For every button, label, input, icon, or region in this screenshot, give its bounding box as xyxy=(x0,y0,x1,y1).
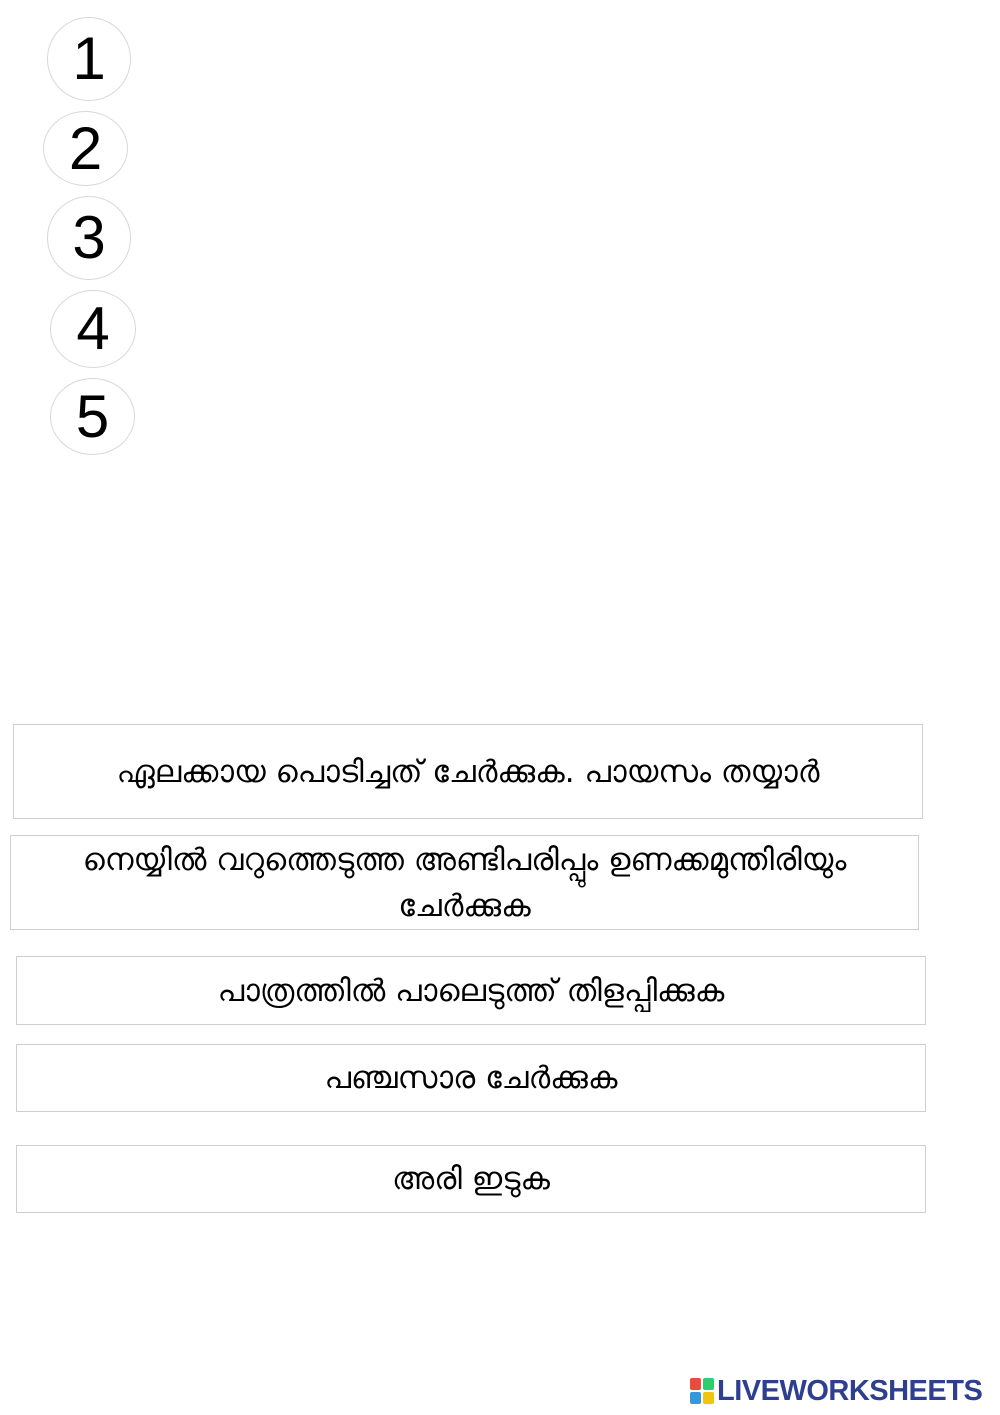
step-text: നെയ്യിൽ വറുത്തെടുത്ത അണ്ടിപരിപ്പും ഉണക്കമുന്തിരിയും ചേർക്കുക xyxy=(82,841,847,924)
draggable-step-card[interactable] xyxy=(13,724,923,819)
brand-name: LIVEWORKSHEETS xyxy=(717,1374,983,1407)
slot-number: 1 xyxy=(72,25,106,92)
draggable-step-card[interactable] xyxy=(16,1145,926,1213)
liveworksheets-logo-icon xyxy=(690,1378,714,1404)
slot-number: 3 xyxy=(72,204,106,271)
answer-slot-1[interactable] xyxy=(47,17,131,101)
draggable-step-card[interactable] xyxy=(16,956,926,1025)
answer-slot-5[interactable] xyxy=(50,378,135,455)
answer-slot-2[interactable] xyxy=(43,111,128,186)
draggable-step-card[interactable] xyxy=(10,835,919,930)
brand-footer xyxy=(690,1373,982,1409)
slot-number: 2 xyxy=(68,114,103,182)
logo-square-4 xyxy=(703,1392,714,1404)
step-text: അരി ഇടുക xyxy=(392,1161,550,1197)
logo-square-1 xyxy=(690,1378,701,1390)
slot-number: 5 xyxy=(75,382,110,450)
logo-square-3 xyxy=(690,1392,701,1404)
draggable-step-card[interactable] xyxy=(16,1044,926,1112)
slot-number: 4 xyxy=(76,295,110,362)
step-text: ഏലക്കായ പൊടിച്ചത് ചേർക്കുക. പായസം തയ്യാർ xyxy=(116,753,820,790)
step-text: പഞ്ചസാര ചേർക്കുക xyxy=(324,1060,618,1096)
answer-slot-3[interactable] xyxy=(47,196,131,280)
logo-square-2 xyxy=(703,1378,714,1390)
answer-slot-4[interactable] xyxy=(50,290,136,368)
step-text: പാത്രത്തിൽ പാലെടുത്ത് തിളപ്പിക്കുക xyxy=(217,972,725,1009)
